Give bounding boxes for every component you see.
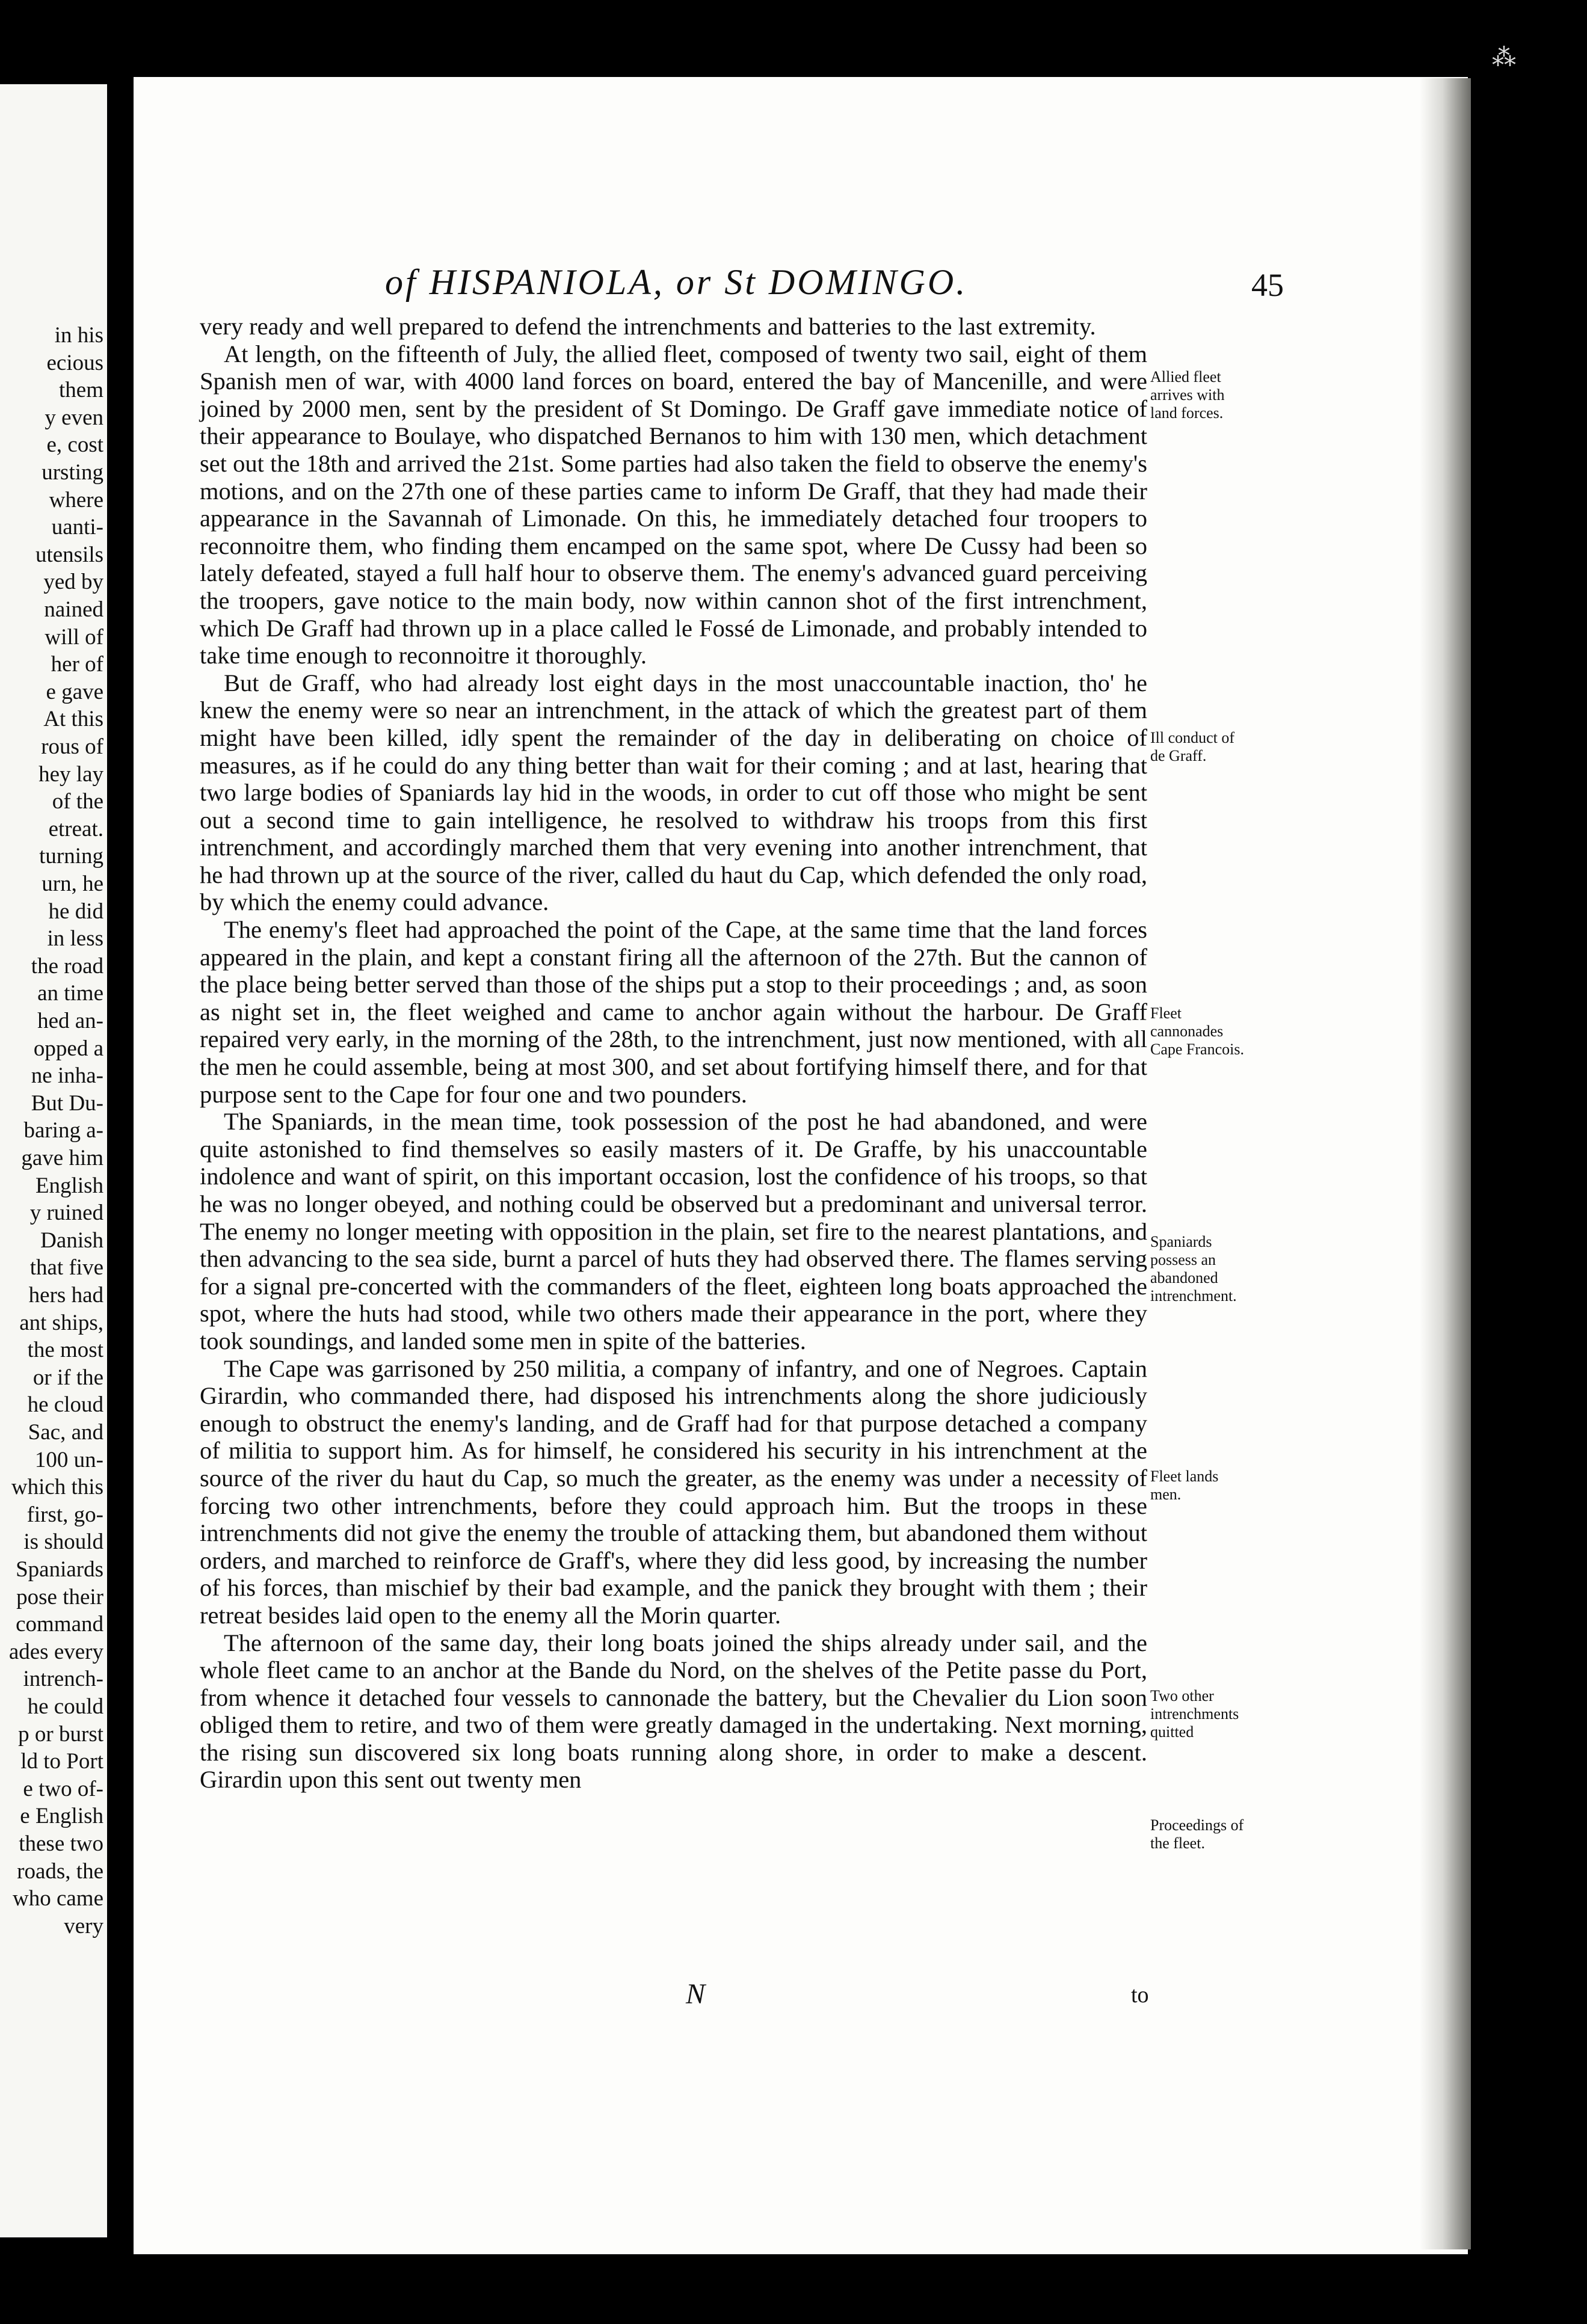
signature-mark: N [686,1978,706,2010]
left-page-fragment: etreat. [48,816,103,841]
left-page-fragment: of the [52,789,103,814]
left-page-fragment: roads, the [17,1858,103,1884]
left-page-fragment: very [64,1913,103,1938]
left-page-fragment: these two [19,1831,103,1856]
left-page-fragment: where [49,487,103,512]
left-page-fragment: in less [47,926,103,951]
left-page-fragment: he did [48,899,103,924]
marginal-note: Two other intrenchments quitted [1150,1687,1239,1741]
marginal-note: Fleet cannonades Cape Francois. [1150,1004,1244,1058]
paragraph: The Cape was garrisoned by 250 militia, a company of infantry, and one of Negroes. Captain Girardin, who commanded there, had disposed his intrenchments along the shore judiciously enough to obstruct the enemy's landing, and de Graff had for that purpose detached a company of militia to support him. As for himself, he considered his security in his intrenchment at the source of the river du haut du Cap, so much the greater, as the enemy was under a necessity of forcing two other intrenchments, before they could approach him. But the troops in these intrenchments did not give the enemy the trouble of attacking them, but abandoned them without orders, and marched to reinforce de Graff's, where they did less good, by increasing the number of his forces, than mischief by their bad example, and the panick they brought with them ; their retreat besides laid open to the enemy all the Morin quarter. [200,1354,1147,1629]
left-page-fragment: uanti- [51,515,103,540]
left-page-fragment: hey lay [39,761,103,787]
paragraph: The Spaniards, in the mean time, took possession of the post he had abandoned, and were quite astonished to find themselves so easily masters of it. De Graffe, by his unaccountable indolence and want of spirit, on this important occasion, lost the confidence of his troops, so that he was no longer obeyed, and nothing could be observed but a predominant and universal terror. The enemy no longer meeting with opposition in the plain, set fire to the nearest plantations, and then advancing to the sea side, burnt a parcel of huts they had observed there. The flames serving for a signal pre-concerted with the commanders of the fleet, eighteen long boats approached the spot, where the huts had stood, while two others made their appearance in the port, where they took soundings, and landed some men in spite of the batteries. [200,1108,1147,1354]
left-page-fragment: baring a- [23,1118,103,1143]
left-page-fragment: English [35,1173,103,1198]
left-page-fragment: or if the [32,1365,103,1390]
left-page-text [0,84,107,2237]
running-header [385,262,1408,316]
left-page-fragment: p or burst [18,1721,103,1747]
left-page-fragment: in his [54,323,103,348]
left-page-fragment: nained [44,597,103,622]
left-page-fragment: hed an- [37,1009,103,1033]
left-page-fragment: Sac, and [28,1420,103,1445]
marginal-note: Fleet lands men. [1150,1468,1219,1503]
catchword: to [1131,1982,1149,2008]
left-page-fragment: y even [45,405,103,430]
left-page-fragment: rous of [41,734,103,759]
left-page-fragment: the road [31,953,103,979]
left-page-fragment: hers had [28,1283,103,1308]
paragraph: The enemy's fleet had approached the point of the Cape, at the same time that the land forces appeared in the plain, and kept a constant firing all the afternoon of the 27th. But the cannon of the place being better served than those of the ships put a stop to their proceedings ; and, as soon as night set in, the fleet weighed and came to anchor again without the harbour. De Graff repaired very early, in the morning of the 28th, to the intrenchment, just now mentioned, with all the men he could assemble, being at most 300, and set about fortifying himself there, and for that purpose sent to the Cape for four one and two pounders. [200,916,1147,1108]
left-page-fragment: Danish [40,1228,103,1253]
paragraph: But de Graff, who had already lost eight days in the most unaccountable inaction, tho' he knew the enemy were so near an intrenchment, in the attack of which the greatest part of them might have been killed, idly spent the remainder of the day in deliberating on choice of measures, as if he could do any thing better than wait for their coming ; and at last, hearing that two large bodies of Spaniards lay hid in the woods, in order to cut off those who might be sent out a second time to gain intelligence, he resolved to withdraw his troops from this first intrenchment, and accordingly marched them that very evening into another intrenchment, that he had thrown up at the source of the river, called du haut du Cap, which defended the only road, by which the enemy could advance. [200,669,1147,916]
left-page-fragment: command [16,1612,103,1637]
left-page-fragment: is should [23,1529,103,1555]
marginal-note: Ill conduct of de Graff. [1150,729,1235,764]
marginal-note: Allied fleet arrives with land forces. [1150,368,1225,422]
left-page-fragment: he could [27,1694,103,1719]
left-page-fragment: utensils [35,542,103,567]
left-page-fragment: intrench- [23,1667,103,1692]
marginal-note: Proceedings of the fleet. [1150,1816,1244,1852]
left-page-fragment: turning [39,844,103,869]
left-page-fragment: Spaniards [16,1557,103,1582]
running-title: of HISPANIOLA, or St DOMINGO. [385,262,968,302]
left-page-fragment: ecious [46,350,103,375]
left-page-fragment: opped a [33,1036,103,1061]
left-page-fragment: ades every [8,1639,103,1664]
left-page-fragment: y ruined [29,1200,103,1226]
left-page-fragment: he cloud [27,1392,103,1418]
left-page-fragment: ant ships, [19,1310,103,1335]
left-page-fragment: 100 un- [34,1447,103,1472]
left-page-fragment: gave him [21,1146,103,1170]
left-page-fragment: an time [37,981,103,1006]
paragraph: very ready and well prepared to defend the intrenchments and batteries to the last extremity. [200,313,1096,340]
main-text [200,313,1147,1794]
left-page-fragment: who came [12,1886,103,1911]
marginal-note: Spaniards possess an abandoned intrenchment. [1150,1233,1237,1305]
paragraph: At length, on the fifteenth of July, the allied fleet, composed of twenty two sail, eight of them Spanish men of war, with 4000 land forces on board, entered the bay of Mancenille, and were joined by 2000 men, sent by the president of St Domingo. De Graff gave immediate notice of their appearance to Boulaye, who dispatched Bernanos to him with 130 men, which detachment set out the 18th and arrived the 21st. Some parties had also taken the field to observe the enemy's motions, and on the 27th one of these parties came to inform De Graff, that they had made their appearance in the Savannah of Limonade. On this, he immediately detached four troopers to reconnoitre them, who finding them encamped on the same spot, where De Cussy had been so lately defeated, stayed a full half hour to observe them. The enemy's advanced guard perceiving the troopers, gave notice to the main body, now within cannon shot of the first intrenchment, which De Graff had thrown up in a place called le Fossé de Limonade, and probably intended to take time enough to reconnoitre it thoroughly. [200,340,1147,669]
page-number: 45 [1251,267,1284,303]
left-page-fragment: At this [43,707,103,732]
left-page-fragment: urn, he [42,872,103,896]
left-page-fragment: e, cost [46,432,103,458]
paragraph: The afternoon of the same day, their long boats joined the ships already under sail, and the whole fleet came to an anchor at the Bande du Nord, on the shelves of the Petite passe du Port, from whence it detached four vessels to cannonade the battery, but the Chevalier du Lion soon obliged them to retire, and two of them were greatly damaged in the undertaking. Next morning, the rising sun discovered six long boats running along shore, in order to make a descent. Girardin upon this sent out twenty men [200,1629,1147,1794]
page-gutter [1420,78,1471,2249]
left-page-fragment: that five [29,1255,103,1280]
left-page-fragment: e two of- [23,1776,103,1801]
left-page-fragment: ld to Port [20,1749,103,1774]
left-page-fragment: yed by [43,570,103,595]
left-page-fragment: them [59,378,103,403]
left-page-fragment: pose their [16,1584,103,1609]
left-page-fragment: first, go- [26,1502,103,1527]
left-page-fragment: e gave [46,679,103,704]
left-page-fragment: her of [51,652,103,677]
left-page-fragment: e English [20,1804,103,1829]
left-page-fragment: ursting [42,460,103,485]
left-page-fragment: will of [45,624,103,650]
left-page-fragment: the most [27,1338,103,1363]
left-page-fragment: But Du- [31,1090,103,1116]
left-page-fragment: ne inha- [31,1063,103,1089]
left-page-fragment: which this [11,1475,103,1500]
corner-mark: ⁂ [1492,44,1516,71]
